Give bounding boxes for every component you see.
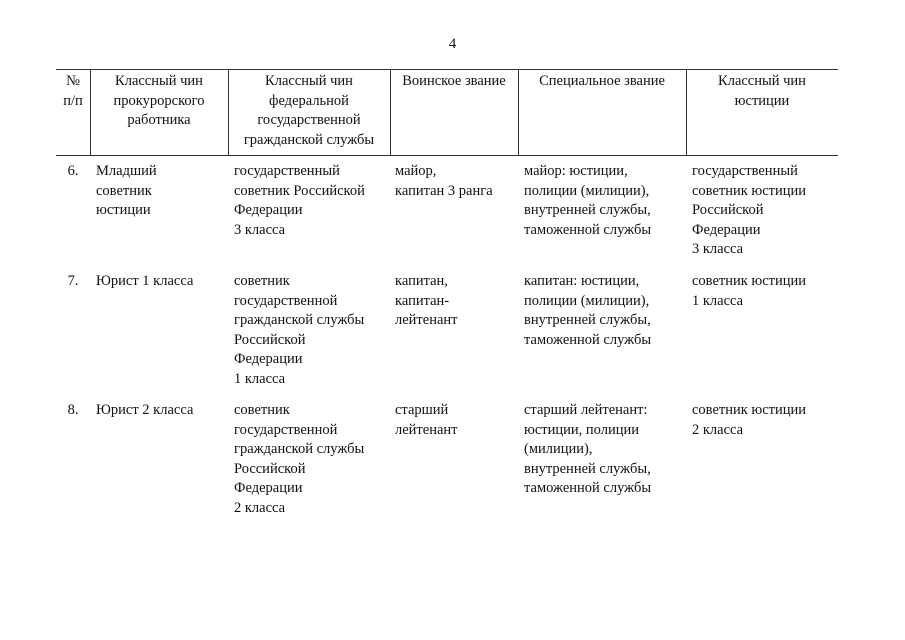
row-7-civil-service-rank: советник государственной гражданской службы Российской Федерации 1 класса <box>234 273 365 387</box>
page-number: 4 <box>448 36 457 52</box>
row-6-military-rank: майор, капитан 3 ранга <box>395 163 493 199</box>
row-6-prosecutor-rank: Младший советник юстиции <box>96 163 157 218</box>
row-8-military-rank: старший лейтенант <box>395 402 458 438</box>
table-header-bottom-rule <box>56 155 838 156</box>
header-justice-rank: Классный чин юстиции <box>718 73 806 109</box>
header-military-rank: Воинское звание <box>402 73 506 89</box>
header-num: № п/п <box>63 73 83 109</box>
row-8-prosecutor-rank: Юрист 2 класса <box>96 402 194 418</box>
row-7-military-rank: капитан, капитан- лейтенант <box>395 273 458 328</box>
row-8-num: 8. <box>67 402 79 418</box>
row-7-justice-rank: советник юстиции 1 класса <box>692 273 807 309</box>
row-6-special-rank: майор: юстиции, полиции (милиции), внутренней службы, таможенной службы <box>524 163 652 238</box>
table-header-top-rule <box>56 69 838 70</box>
row-6-justice-rank: государственный советник юстиции Российской Федерации 3 класса <box>692 163 807 257</box>
row-7-prosecutor-rank: Юрист 1 класса <box>96 273 194 289</box>
header-special-rank: Специальное звание <box>539 73 665 89</box>
row-7-special-rank: капитан: юстиции, полиции (милиции), внутренней службы, таможенной службы <box>524 273 652 348</box>
header-prosecutor-rank: Классный чин прокурорского работника <box>113 73 205 128</box>
row-7-num: 7. <box>67 273 79 289</box>
row-8-justice-rank: советник юстиции 2 класса <box>692 402 807 438</box>
row-8-special-rank: старший лейтенант: юстиции, полиции (милиции), внутренней службы, таможенной службы <box>524 402 652 496</box>
row-8-civil-service-rank: советник государственной гражданской службы Российской Федерации 2 класса <box>234 402 365 516</box>
header-civil-service-rank: Классный чин федеральной государственной гражданской службы <box>243 73 375 148</box>
row-6-civil-service-rank: государственный советник Российской Федерации 3 класса <box>234 163 365 238</box>
row-6-num: 6. <box>67 163 79 179</box>
